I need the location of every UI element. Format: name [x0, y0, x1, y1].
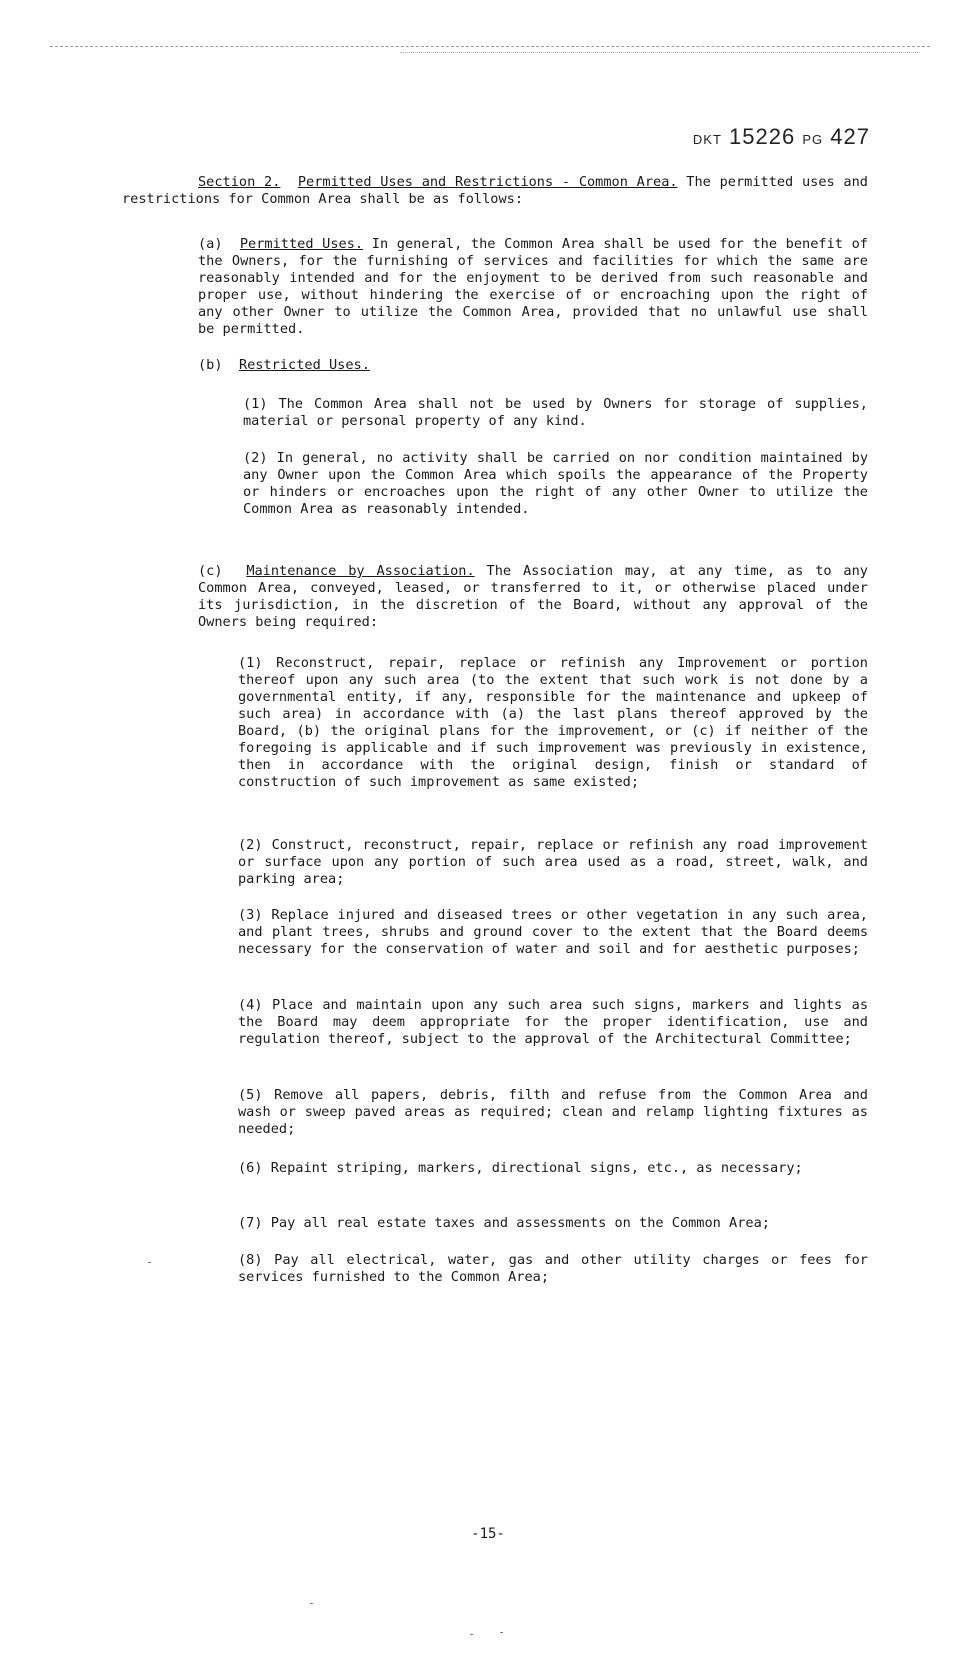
paragraph-b-heading: Restricted Uses.: [238, 357, 370, 373]
scan-speck: [148, 1262, 151, 1263]
scan-artifact-line: [400, 52, 920, 53]
docket-number: 15226: [729, 124, 796, 149]
paragraph-c-heading: Maintenance by Association.: [246, 563, 475, 579]
docket-stamp: [693, 124, 870, 150]
paragraph-c: [198, 563, 868, 631]
paragraph-a-heading: Permitted Uses.: [239, 236, 364, 252]
paragraph-a-label: (a): [198, 236, 223, 252]
section-heading: Section 2.: [198, 174, 281, 190]
paragraph-b-label: (b): [198, 357, 223, 373]
section-title: Permitted Uses and Restrictions - Common Area.: [297, 174, 678, 190]
page-number: -15-: [471, 1526, 505, 1542]
paragraph-a-text: In general, the Common Area shall be used for the benefit of the Owners, for the furnishing of services and facilities for which the same are reasonably intended and for the enjoyment to be derived from such reasonable and proper use, without hindering the exercise of or encroaching upon the right of any other Owner to utilize the Common Area, provided that no unlawful use shall be permitted.: [198, 236, 868, 337]
paragraph-a: [198, 236, 868, 338]
docket-page-number: 427: [830, 124, 870, 149]
paragraph-b-2: (2) In general, no activity shall be carried on nor condition maintained by any Owner upon the Common Area which spoils the appearance of the Property or hinders or encroaches upon the right of any other Owner to utilize the Common Area as reasonably intended.: [243, 450, 868, 517]
paragraph-c-1: (1) Reconstruct, repair, replace or refinish any Improvement or portion thereof upon any such area (to the extent that such work is not done by a governmental entity, if any, responsible for the maintenance and upkeep of such area) in accordance with (a) the last plans thereof approved by the Board, (b) the original plans for the improvement, or (c) if neither of the foregoing is applicable and if such improvement was previously in existence, then in accordance with the original design, finish or standard of construction of such improvement as same existed;: [238, 655, 868, 790]
paragraph-c-text: The Association may, at any time, as to any Common Area, conveyed, leased, or transferred to it, or otherwise placed under its jurisdiction, in the discretion of the Board, without any approval of the Owners being required:: [198, 563, 868, 630]
paragraph-c-label: (c): [198, 563, 223, 579]
docket-prefix: DKT: [692, 132, 722, 147]
page-prefix: PG: [802, 132, 824, 147]
section-2-paragraph: [122, 174, 868, 208]
paragraph-b-1: (1) The Common Area shall not be used by Owners for storage of supplies, material or personal property of any kind.: [243, 396, 868, 429]
scan-speck: [470, 1634, 473, 1635]
scan-artifact-line: [50, 46, 930, 47]
paragraph-c-2: (2) Construct, reconstruct, repair, replace or refinish any road improvement or surface upon any portion of such area used as a road, street, walk, and parking area;: [238, 837, 868, 887]
paragraph-c-4: (4) Place and maintain upon any such area such signs, markers and lights as the Board may deem appropriate for the proper identification, use and regulation thereof, subject to the approval of the Architectural Committee;: [238, 997, 868, 1047]
paragraph-b: [198, 357, 868, 374]
paragraph-c-8: (8) Pay all electrical, water, gas and other utility charges or fees for services furnished to the Common Area;: [238, 1252, 868, 1285]
section-intro: The permitted uses and restrictions for Common Area shall be as follows:: [122, 174, 868, 207]
scan-speck: [500, 1632, 503, 1633]
paragraph-c-6: (6) Repaint striping, markers, directional signs, etc., as necessary;: [238, 1160, 803, 1176]
paragraph-c-5: (5) Remove all papers, debris, filth and refuse from the Common Area and wash or sweep paved areas as required; clean and relamp lighting fixtures as needed;: [238, 1087, 868, 1137]
paragraph-c-3: (3) Replace injured and diseased trees or other vegetation in any such area, and plant trees, shrubs and ground cover to the extent that the Board deems necessary for the conservation of water and soil and for aesthetic purposes;: [238, 907, 868, 957]
paragraph-c-7: (7) Pay all real estate taxes and assessments on the Common Area;: [238, 1215, 770, 1231]
scan-speck: [310, 1603, 313, 1604]
